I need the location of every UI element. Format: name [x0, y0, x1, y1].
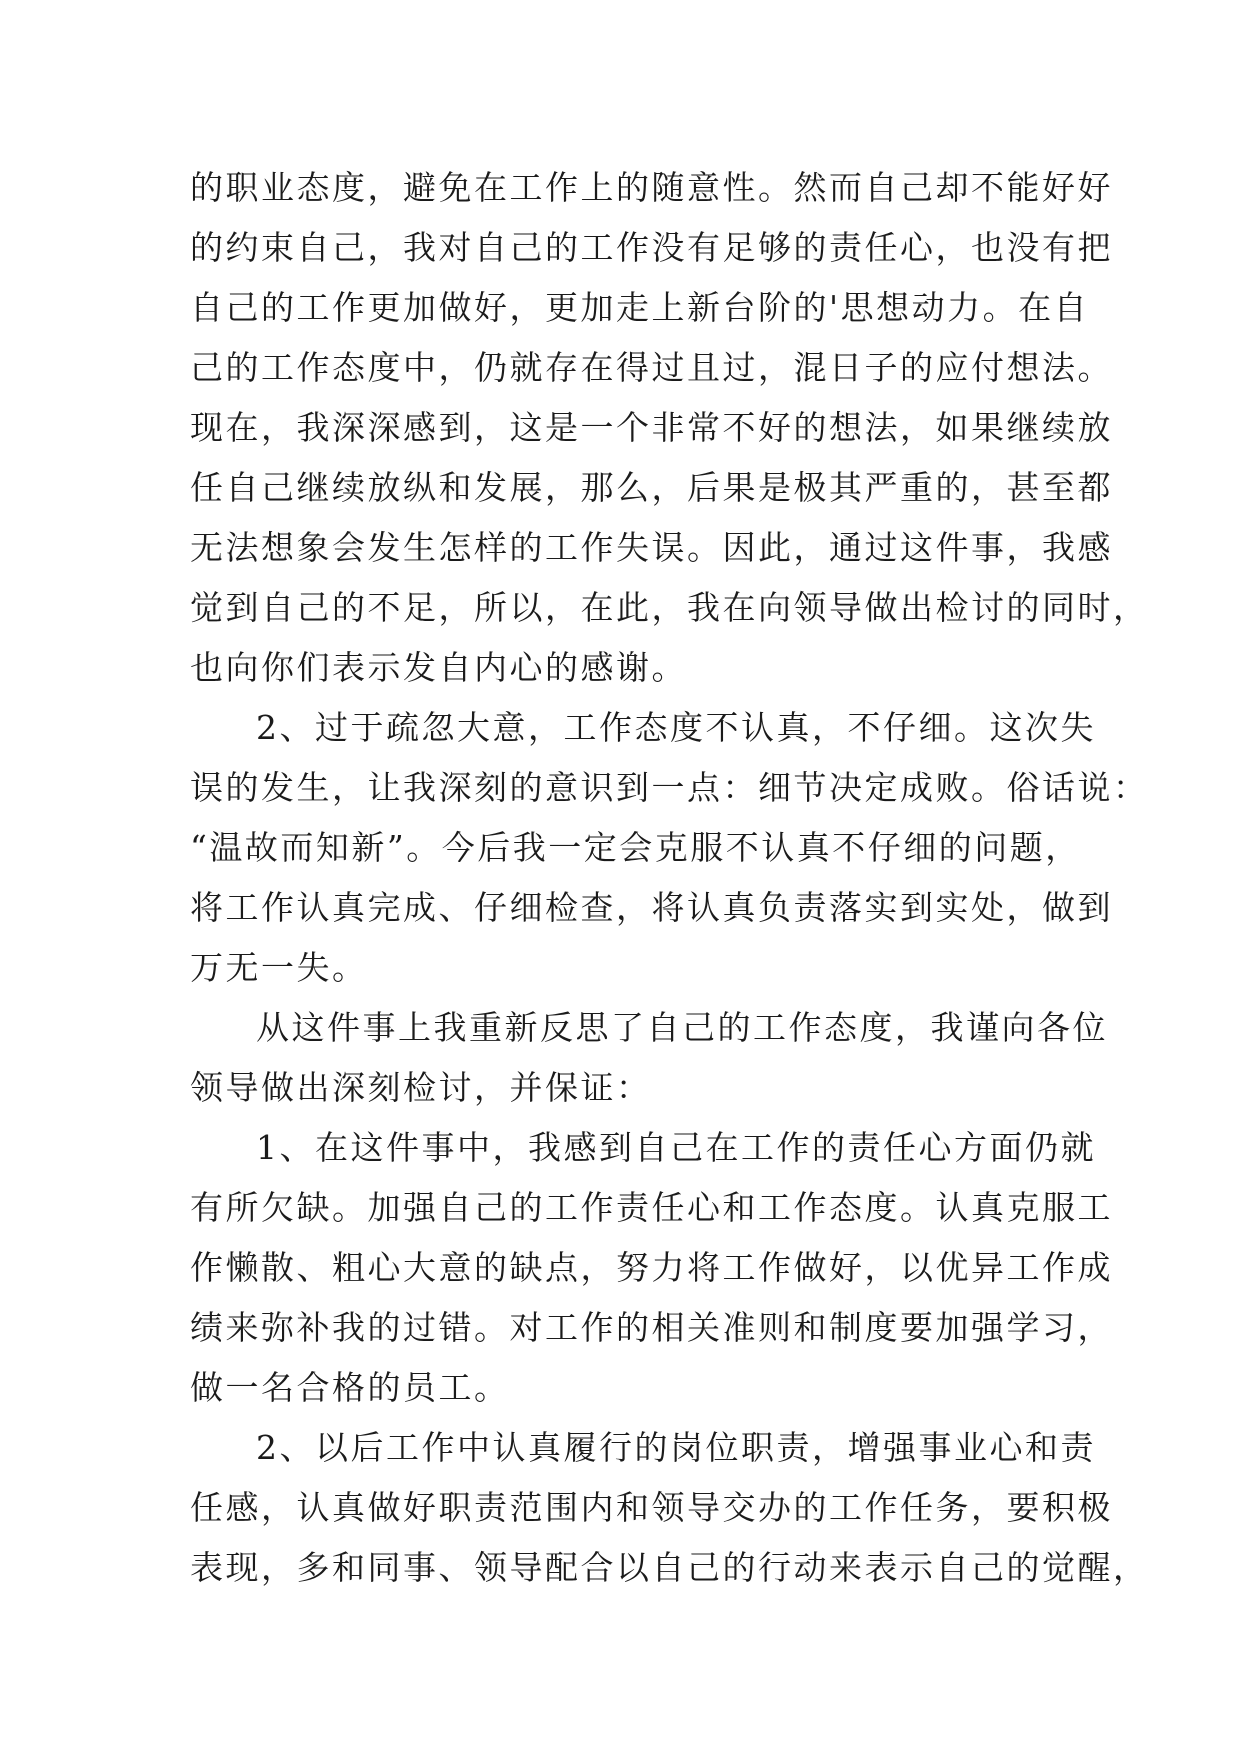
text-line: 现在，我深深感到，这是一个非常不好的想法，如果继续放 [190, 408, 1113, 447]
text-line: 表现，多和同事、领导配合以自己的行动来表示自己的觉醒， [190, 1548, 1149, 1587]
text-line: 绩来弥补我的过错。对工作的相关准则和制度要加强学习， [190, 1308, 1113, 1347]
text-line: 任自己继续放纵和发展，那么，后果是极其严重的，甚至都 [190, 468, 1113, 507]
paragraph-start-line: 2、以后工作中认真履行的岗位职责，增强事业心和责 [256, 1428, 1096, 1467]
text-line: 的职业态度，避免在工作上的随意性。然而自己却不能好好 [190, 168, 1113, 207]
text-line: 自己的工作更加做好，更加走上新台阶的'思想动力。在自 [190, 288, 1090, 327]
text-line: 万无一失。 [190, 948, 368, 987]
text-line: 将工作认真完成、仔细检查，将认真负责落实到实处，做到 [190, 888, 1113, 927]
text-line: 觉到自己的不足，所以，在此，我在向领导做出检讨的同时， [190, 588, 1149, 627]
text-line: 作懒散、粗心大意的缺点，努力将工作做好，以优异工作成 [190, 1248, 1113, 1287]
text-line: 己的工作态度中，仍就存在得过且过，混日子的应付想法。 [190, 348, 1113, 387]
text-line: 的约束自己，我对自己的工作没有足够的责任心，也没有把 [190, 228, 1113, 267]
paragraph-start-line: 从这件事上我重新反思了自己的工作态度，我谨向各位 [256, 1008, 1108, 1047]
paragraph-start-line: 1、在这件事中，我感到自己在工作的责任心方面仍就 [256, 1128, 1096, 1167]
text-line: 任感，认真做好职责范围内和领导交办的工作任务，要积极 [190, 1488, 1113, 1527]
text-line: 无法想象会发生怎样的工作失误。因此，通过这件事，我感 [190, 528, 1113, 567]
text-line: 领导做出深刻检讨，并保证： [190, 1068, 652, 1107]
paragraph-start-line: 2、过于疏忽大意，工作态度不认真，不仔细。这次失 [256, 708, 1096, 747]
text-line: 做一名合格的员工。 [190, 1368, 510, 1407]
text-line: 有所欠缺。加强自己的工作责任心和工作态度。认真克服工 [190, 1188, 1113, 1227]
text-line: “温故而知新”。今后我一定会克服不认真不仔细的问题， [190, 828, 1081, 867]
text-line: 误的发生，让我深刻的意识到一点：细节决定成败。俗话说： [190, 768, 1149, 807]
text-line: 也向你们表示发自内心的感谢。 [190, 648, 687, 687]
